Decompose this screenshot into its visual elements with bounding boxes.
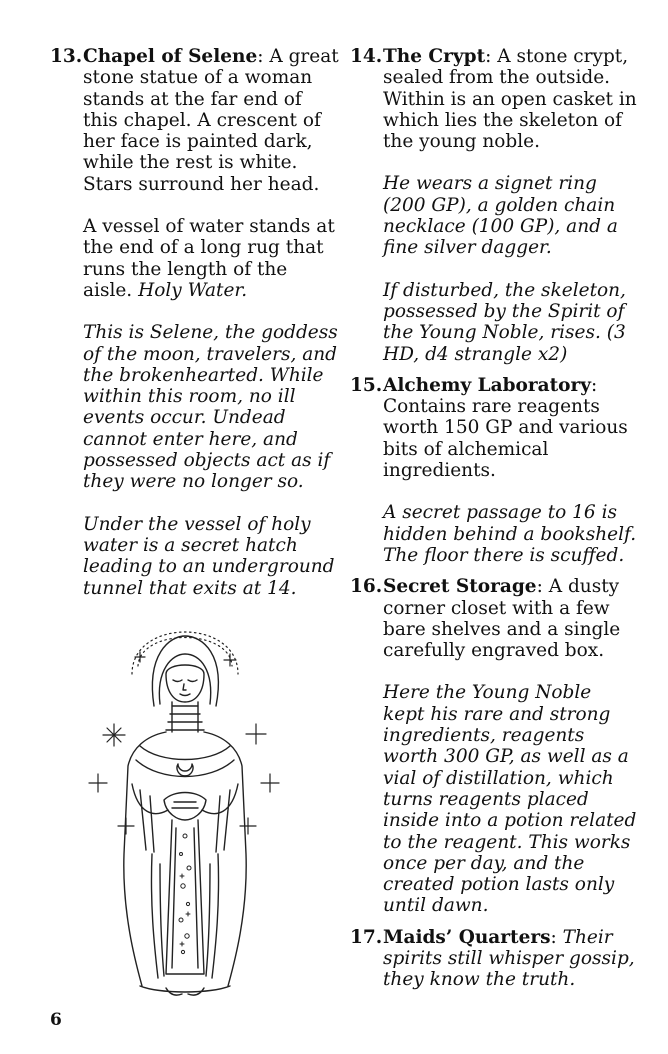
entry-italic-text: Their spirits still whisper gossip, they know the truth. xyxy=(383,926,635,991)
page-number: 6 xyxy=(50,1010,62,1030)
entry-secret-storage xyxy=(350,576,638,916)
entry-paragraph-italic: Under the vessel of holy water is a secret hatch leading to an underground tunnel that exits at 14. xyxy=(83,513,335,599)
entry-paragraph-italic: This is Selene, the goddess of the moon, travelers, and the brokenhearted. While within this room, no ill events occur. Undead cannot enter here, and possessed objects act as if they were no longer so. xyxy=(83,322,338,493)
entry-intro xyxy=(383,375,638,481)
entry-title: The Crypt xyxy=(383,46,486,67)
entry-intro xyxy=(383,46,638,152)
entry-chapel-of-selene xyxy=(50,46,340,599)
entry-alchemy-laboratory xyxy=(350,375,638,566)
holy-water-label: Holy Water. xyxy=(138,279,248,301)
entry-title: Maids’ Quarters xyxy=(383,926,551,948)
entry-paragraph-italic: He wears a signet ring (200 GP), a golden chain necklace (100 GP), and a fine silver dagger. xyxy=(383,173,618,259)
entry-number: 14. xyxy=(350,46,383,67)
right-column xyxy=(350,46,638,1001)
entry-paragraph-italic: A secret passage to 16 is hidden behind a bookshelf. The floor there is scuffed. xyxy=(383,502,637,566)
entry-number: 17. xyxy=(350,926,383,948)
entry-title: Secret Storage xyxy=(383,576,537,598)
entry-intro-text: : A stone crypt, sealed from the outside. Within is an open casket in which lies the skeleton of the young noble. xyxy=(383,46,637,153)
entry-number: 13. xyxy=(50,46,83,67)
entry-title: Chapel of Selene xyxy=(83,46,258,67)
selene-statue-illustration xyxy=(80,614,290,1006)
entry-intro-text: : A dusty corner closet with a few bare shelves and a single carefully engraved box. xyxy=(383,576,621,662)
entry-the-crypt xyxy=(350,46,638,365)
entry-maids-quarters xyxy=(350,927,638,991)
entry-paragraph xyxy=(83,216,340,301)
entry-intro xyxy=(383,576,638,661)
entry-intro xyxy=(383,927,638,991)
entry-paragraph-italic: Here the Young Noble kept his rare and strong ingredients, reagents worth 300 GP, as well as a vial of distillation, which turns reagents placed inside into a potion related to the reagent. This works once per day, and the created potion lasts only until dawn. xyxy=(383,682,637,917)
paragraph-text: A vessel of water stands at the end of a long rug that runs the length of the aisle. xyxy=(83,216,335,301)
entry-title: Alchemy Laboratory xyxy=(383,374,592,396)
entry-intro-text: : A great stone statue of a woman stands at the far end of this chapel. A crescent of her face is painted dark, while the rest is white. Stars surround her head. xyxy=(83,46,339,195)
entry-intro xyxy=(83,46,340,195)
entry-number: 16. xyxy=(350,576,383,598)
entry-intro-text: : Contains rare reagents worth 150 GP and various bits of alchemical ingredients. xyxy=(383,374,628,482)
entry-separator: : xyxy=(550,926,563,948)
entry-number: 15. xyxy=(350,374,383,396)
left-column xyxy=(50,46,340,609)
entry-paragraph-italic: If disturbed, the skeleton, possessed by the Spirit of the Young Noble, rises. (3 HD, d4 strangle x2) xyxy=(383,279,626,365)
